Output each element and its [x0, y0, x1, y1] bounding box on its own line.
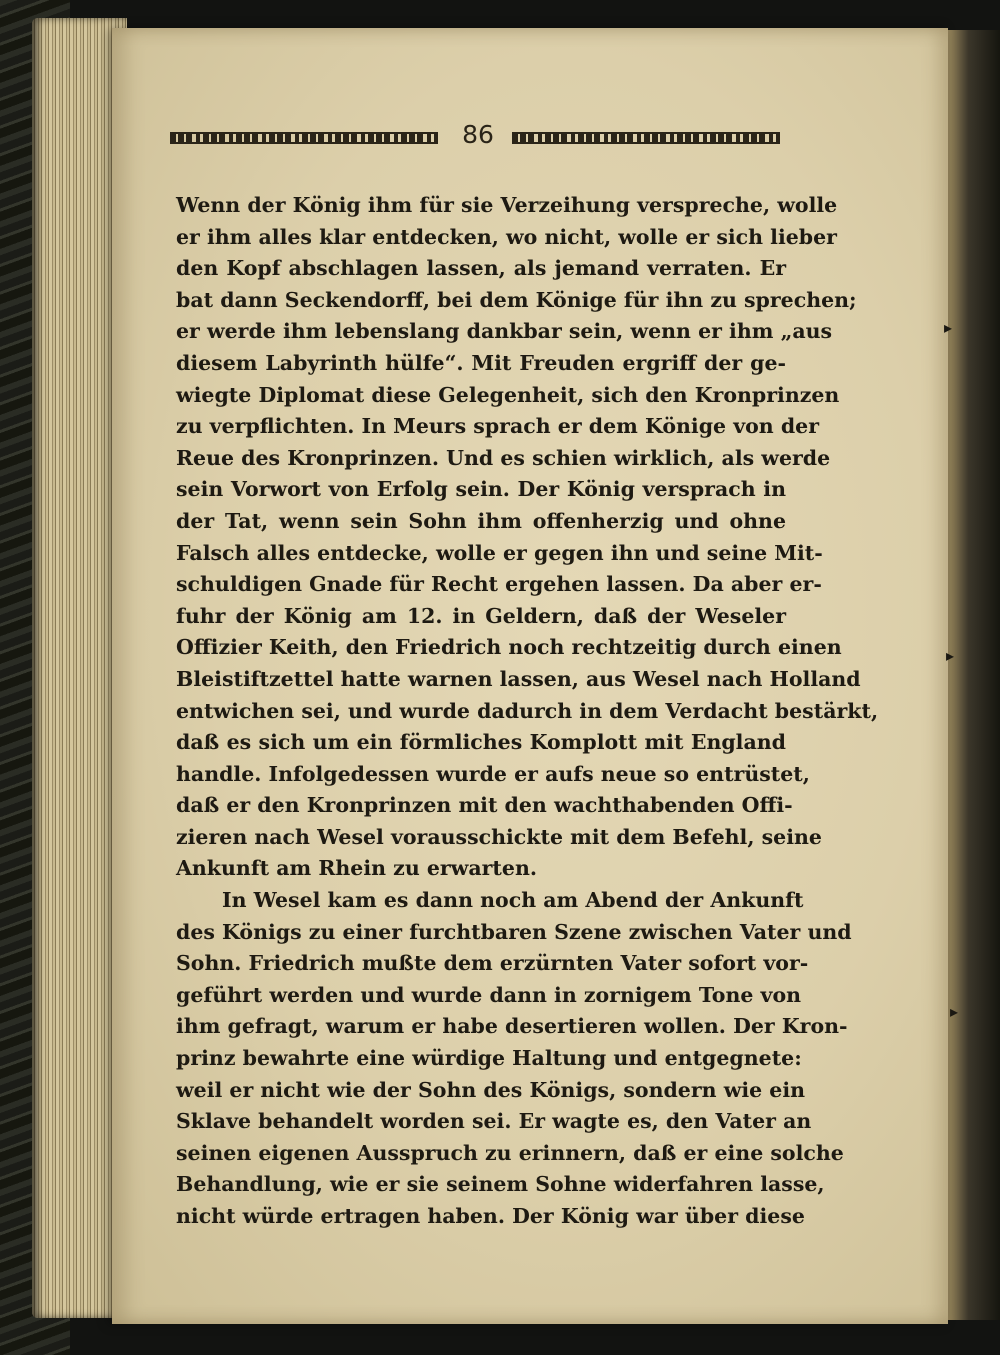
header-ornament-right — [512, 132, 780, 144]
text-line: entwichen sei, und wurde dadurch in dem Verdacht bestärkt, — [176, 698, 879, 723]
text-line: er werde ihm lebenslang dankbar sein, wenn er ihm „aus — [176, 319, 833, 344]
text-line: nicht würde ertragen haben. Der König war über diese — [176, 1204, 805, 1228]
text-line: Offizier Keith, den Friedrich noch rechtzeitig durch einen — [176, 635, 842, 660]
text-line: der Tat, wenn sein Sohn ihm offenherzig und ohne — [176, 508, 786, 533]
text-line: In Wesel kam es dann noch am Abend der Ankunft — [222, 888, 804, 913]
text-line: des Königs zu einer furchtbaren Szene zwischen Vater und — [176, 919, 852, 944]
margin-mark-icon: ▸ — [950, 1002, 959, 1021]
margin-mark-icon: ▸ — [944, 318, 953, 337]
text-line: weil er nicht wie der Sohn des Königs, sondern wie ein — [176, 1077, 806, 1102]
text-line: fuhr der König am 12. in Geldern, daß der Weseler — [176, 603, 786, 628]
page-number: 86 — [462, 120, 494, 149]
text-line: handle. Infolgedessen wurde er aufs neue so entrüstet, — [176, 761, 810, 786]
text-line: zieren nach Wesel vorausschickte mit dem Befehl, seine — [176, 824, 822, 849]
text-line: Ankunft am Rhein zu erwarten. — [176, 856, 537, 881]
text-line: Wenn der König ihm für sie Verzeihung verspreche, wolle — [176, 193, 838, 217]
text-line: Falsch alles entdecke, wolle er gegen ihn und seine Mit- — [176, 540, 823, 565]
text-line: Reue des Kronprinzen. Und es schien wirklich, als werde — [176, 445, 831, 470]
text-line: Sohn. Friedrich mußte dem erzürnten Vater sofort vor- — [176, 951, 809, 976]
text-line: Bleistiftzettel hatte warnen lassen, aus Wesel nach Holland — [176, 666, 861, 691]
text-line: schuldigen Gnade für Recht ergehen lassen. Da aber er- — [176, 572, 822, 597]
text-line: prinz bewahrte eine würdige Haltung und entgegnete: — [176, 1046, 802, 1071]
text-line: sein Vorwort von Erfolg sein. Der König versprach in — [176, 477, 786, 502]
text-line: seinen eigenen Ausspruch zu erinnern, daß er eine solche — [176, 1140, 844, 1165]
body-text — [176, 190, 879, 1233]
text-line: daß er den Kronprinzen mit den wachthabenden Offi- — [176, 793, 793, 818]
text-line: geführt werden und wurde dann in zornigem Tone von — [176, 982, 802, 1007]
page-header — [170, 110, 780, 160]
text-line: daß es sich um ein förmliches Komplott mit England — [176, 730, 786, 755]
text-line: ihm gefragt, warum er habe desertieren wollen. Der Kron- — [176, 1014, 848, 1039]
text-line: wiegte Diplomat diese Gelegenheit, sich den Kronprinzen — [176, 382, 840, 407]
text-line: bat dann Seckendorff, bei dem Könige für ihn zu sprechen; — [176, 287, 857, 312]
text-line: zu verpflichten. In Meurs sprach er dem Könige von der — [176, 414, 820, 439]
text-line: den Kopf abschlagen lassen, als jemand verraten. Er — [176, 256, 786, 281]
text-line: diesem Labyrinth hülfe“. Mit Freuden ergriff der ge- — [176, 350, 786, 375]
text-line: Sklave behandelt worden sei. Er wagte es, den Vater an — [176, 1109, 812, 1134]
header-ornament-left — [170, 132, 438, 144]
text-line: er ihm alles klar entdecken, wo nicht, wolle er sich lieber — [176, 224, 837, 249]
margin-mark-icon: ▸ — [946, 646, 955, 665]
text-line: Behandlung, wie er sie seinem Sohne widerfahren lasse, — [176, 1172, 825, 1197]
